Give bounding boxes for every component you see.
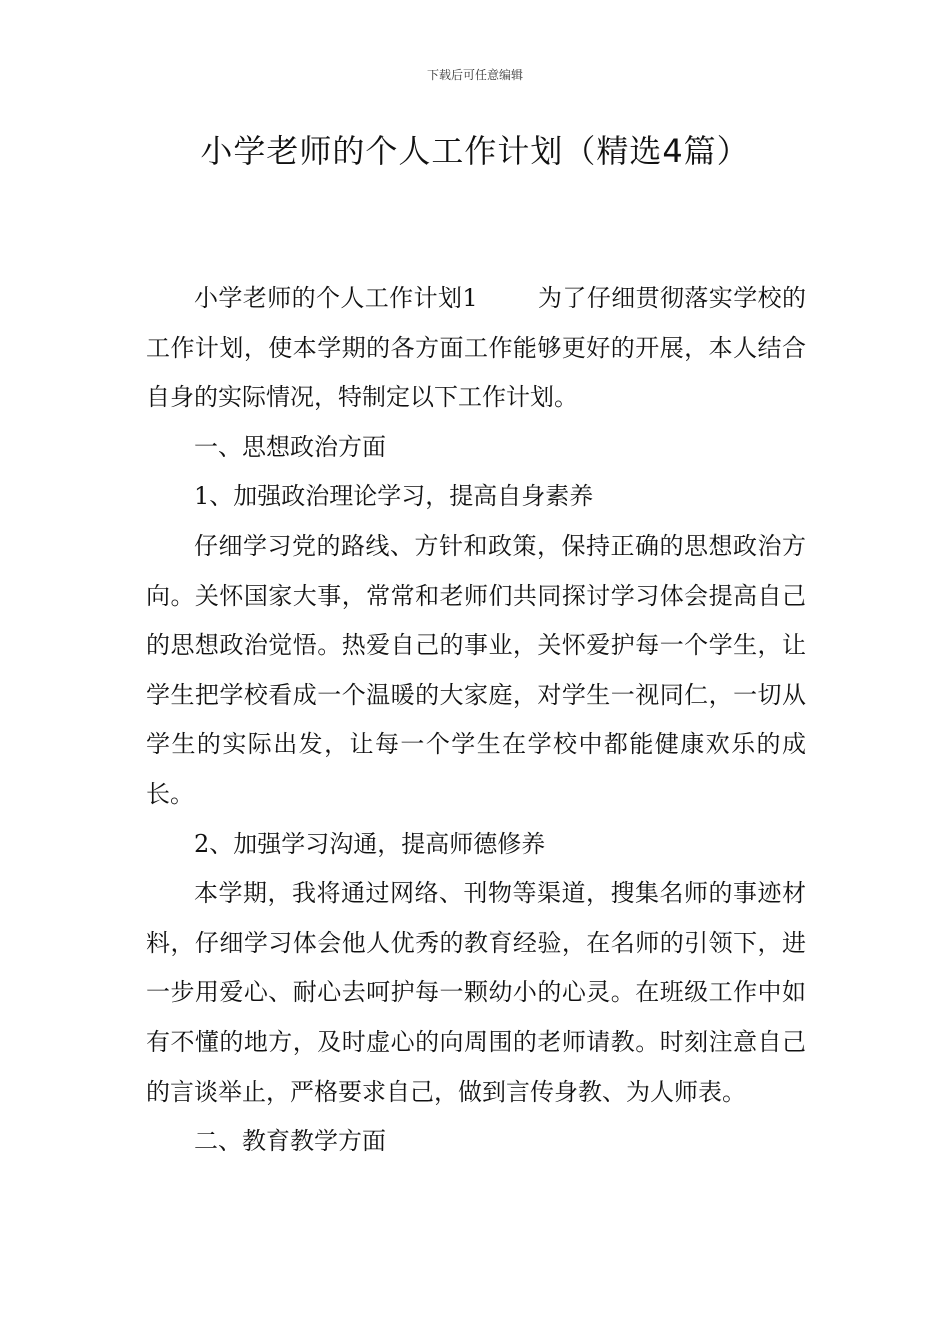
document-body [146,274,806,1167]
paragraph-ethics: 本学期，我将通过网络、刊物等渠道，搜集名师的事迹材料，仔细学习体会他人优秀的教育经验，在名师的引领下，进一步用爱心、耐心去呵护每一颗幼小的心灵。在班级工作中如有不懂的地方，及时虚心的向周围的老师请教。时刻注意自己的言谈举止，严格要求自己，做到言传身教、为人师表。 [146,879,806,1106]
intro-text: 为了仔细贯彻落实学校的工作计划，使本学期的各方面工作能够更好的开展，本人结合自身的实际情况，特制定以下工作计划。 [146,284,806,412]
subheading-political-study: 1、加强政治理论学习，提高自身素养 [194,482,594,511]
section-lead: 小学老师的个人工作计划1 [194,284,478,312]
header-note: 下载后可任意编辑 [426,68,523,82]
subheading-ethics: 2、加强学习沟通，提高师德修养 [194,829,546,858]
intro-paragraph [146,274,806,423]
heading-teaching: 二、教育教学方面 [194,1127,386,1156]
document-title: 小学老师的个人工作计划（精选4篇） [200,132,750,170]
paragraph-political-study: 仔细学习党的路线、方针和政策，保持正确的思想政治方向。关怀国家大事，常常和老师们共同探讨学习体会提高自己的思想政治觉悟。热爱自己的事业，关怀爱护每一个学生，让学生把学校看成一个温暖的大家庭，对学生一视同仁，一切从学生的实际出发，让每一个学生在学校中都能健康欢乐的成长。 [146,531,806,808]
heading-ideology: 一、思想政治方面 [194,432,386,461]
